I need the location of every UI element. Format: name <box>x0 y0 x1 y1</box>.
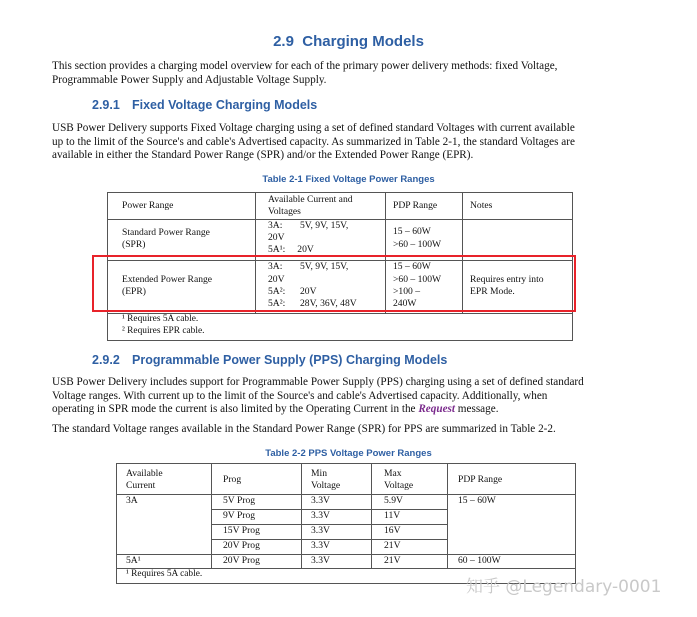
spr-pdp-1: 15 – 60W <box>393 226 431 237</box>
footnote-1: ¹ Requires 5A cable. <box>122 314 199 324</box>
section-number: 2.9 <box>273 33 294 50</box>
header-max: Max <box>384 468 402 479</box>
epr-name: Extended Power Range <box>122 274 213 285</box>
pdp-3a: 15 – 60W <box>458 495 496 506</box>
header-max-voltage: Voltage <box>384 480 414 491</box>
epr-note-1: Requires entry into <box>470 274 544 285</box>
table-footnotes <box>107 312 573 341</box>
header-notes: Notes <box>470 200 493 211</box>
epr-pdp-2: >60 – 100W <box>393 274 442 285</box>
request-message-term: Request <box>418 403 455 415</box>
epr-voltages-3: 20V <box>300 286 317 297</box>
header-available: Available <box>126 468 163 479</box>
epr-current-1: 3A: <box>268 261 283 272</box>
spr-current-1: 3A: <box>268 220 283 231</box>
table-row-max: 16V <box>384 525 401 536</box>
section-title: Charging Models <box>302 33 424 50</box>
epr-pdp-3: >100 – <box>393 286 420 297</box>
epr-pdp-1: 15 – 60W <box>393 261 431 272</box>
fixed-voltage-paragraph: USB Power Delivery supports Fixed Voltage charging using a set of defined standard Voltages with current available up to the limit of the Source's and cable's Advertised capacity. As summarized in Table 2-1, the standard Voltages are available in either the Standard Power Range (SPR) and/or the Extended Power Range (EPR). <box>52 122 575 161</box>
spr-voltages-1: 5V, 9V, 15V, <box>300 220 349 231</box>
table-row-min: 3.3V <box>311 540 330 551</box>
subsection-heading-pps: 2.9.2 Programmable Power Supply (PPS) Charging Models <box>92 353 448 367</box>
header-pdp-range: PDP Range <box>393 200 438 211</box>
spr-voltages-2: 20V <box>268 232 285 243</box>
table-row-min: 3.3V <box>311 555 330 566</box>
header-power-range: Power Range <box>122 200 174 211</box>
epr-current-5a-1: 5A²: <box>268 286 286 297</box>
table-row-prog: 15V Prog <box>223 525 260 536</box>
spr-abbr: (SPR) <box>122 239 146 250</box>
table-row-max: 21V <box>384 555 401 566</box>
table-row-prog: 20V Prog <box>223 555 260 566</box>
table-row-max: 11V <box>384 510 401 521</box>
header-min-voltage: Voltage <box>311 480 341 491</box>
epr-voltages-1: 5V, 9V, 15V, <box>300 261 349 272</box>
pps-voltage-table <box>116 463 576 584</box>
intro-paragraph: This section provides a charging model overview for each of the primary power delivery methods: fixed Voltage, Programmable Power Supply and Adjustable Voltage Supply. <box>52 60 558 86</box>
current-3a: 3A <box>126 495 138 506</box>
epr-abbr: (EPR) <box>122 286 146 297</box>
header-prog: Prog <box>223 474 242 485</box>
header-pdp-range: PDP Range <box>458 474 503 485</box>
table-row-prog: 5V Prog <box>223 495 256 506</box>
watermark: 知乎 @Legendary-0001 <box>466 577 662 597</box>
table-row-prog: 9V Prog <box>223 510 256 521</box>
section-heading <box>0 33 697 50</box>
spr-name: Standard Power Range <box>122 227 210 238</box>
pps-paragraph: USB Power Delivery includes support for Programmable Power Supply (PPS) charging using a set of defined standard Voltage ranges. With current up to the limit of the Source's and cable's Advertised capacity. Additionally, when operating in SPR mode the current is also limited by the Operating Current in the Request message. <box>52 376 584 415</box>
pps-summary-paragraph: The standard Voltage ranges available in the Standard Power Range (SPR) for PPS are summarized in Table 2-2. <box>52 423 556 435</box>
header-available: Available Current and <box>268 194 353 205</box>
table-row-prog: 20V Prog <box>223 540 260 551</box>
spr-pdp-2: >60 – 100W <box>393 239 442 250</box>
current-5a: 5A¹ <box>126 555 141 566</box>
pdp-5a: 60 – 100W <box>458 555 501 566</box>
header-current: Current <box>126 480 156 491</box>
table-row-max: 21V <box>384 540 401 551</box>
epr-voltages-2: 20V <box>268 274 285 285</box>
header-min: Min <box>311 468 327 479</box>
table-caption-pps: Table 2-2 PPS Voltage Power Ranges <box>265 448 432 459</box>
epr-current-5a-2: 5A²: <box>268 298 286 309</box>
subsection-heading-fixed: 2.9.1 Fixed Voltage Charging Models <box>92 98 318 112</box>
table-row-min: 3.3V <box>311 510 330 521</box>
spr-current-5a: 5A¹: 20V <box>268 244 314 255</box>
header-available-2: Voltages <box>268 206 301 217</box>
footnote-2: ² Requires EPR cable. <box>122 326 205 336</box>
epr-pdp-4: 240W <box>393 298 417 309</box>
table-row-min: 3.3V <box>311 525 330 536</box>
table-row-min: 3.3V <box>311 495 330 506</box>
footnote-5a-cable: ¹ Requires 5A cable. <box>126 569 203 579</box>
epr-note-2: EPR Mode. <box>470 286 515 297</box>
table-row-max: 5.9V <box>384 495 403 506</box>
epr-highlight-box <box>92 255 576 312</box>
table-caption: Table 2-1 Fixed Voltage Power Ranges <box>262 174 435 185</box>
epr-voltages-4: 28V, 36V, 48V <box>300 298 357 309</box>
